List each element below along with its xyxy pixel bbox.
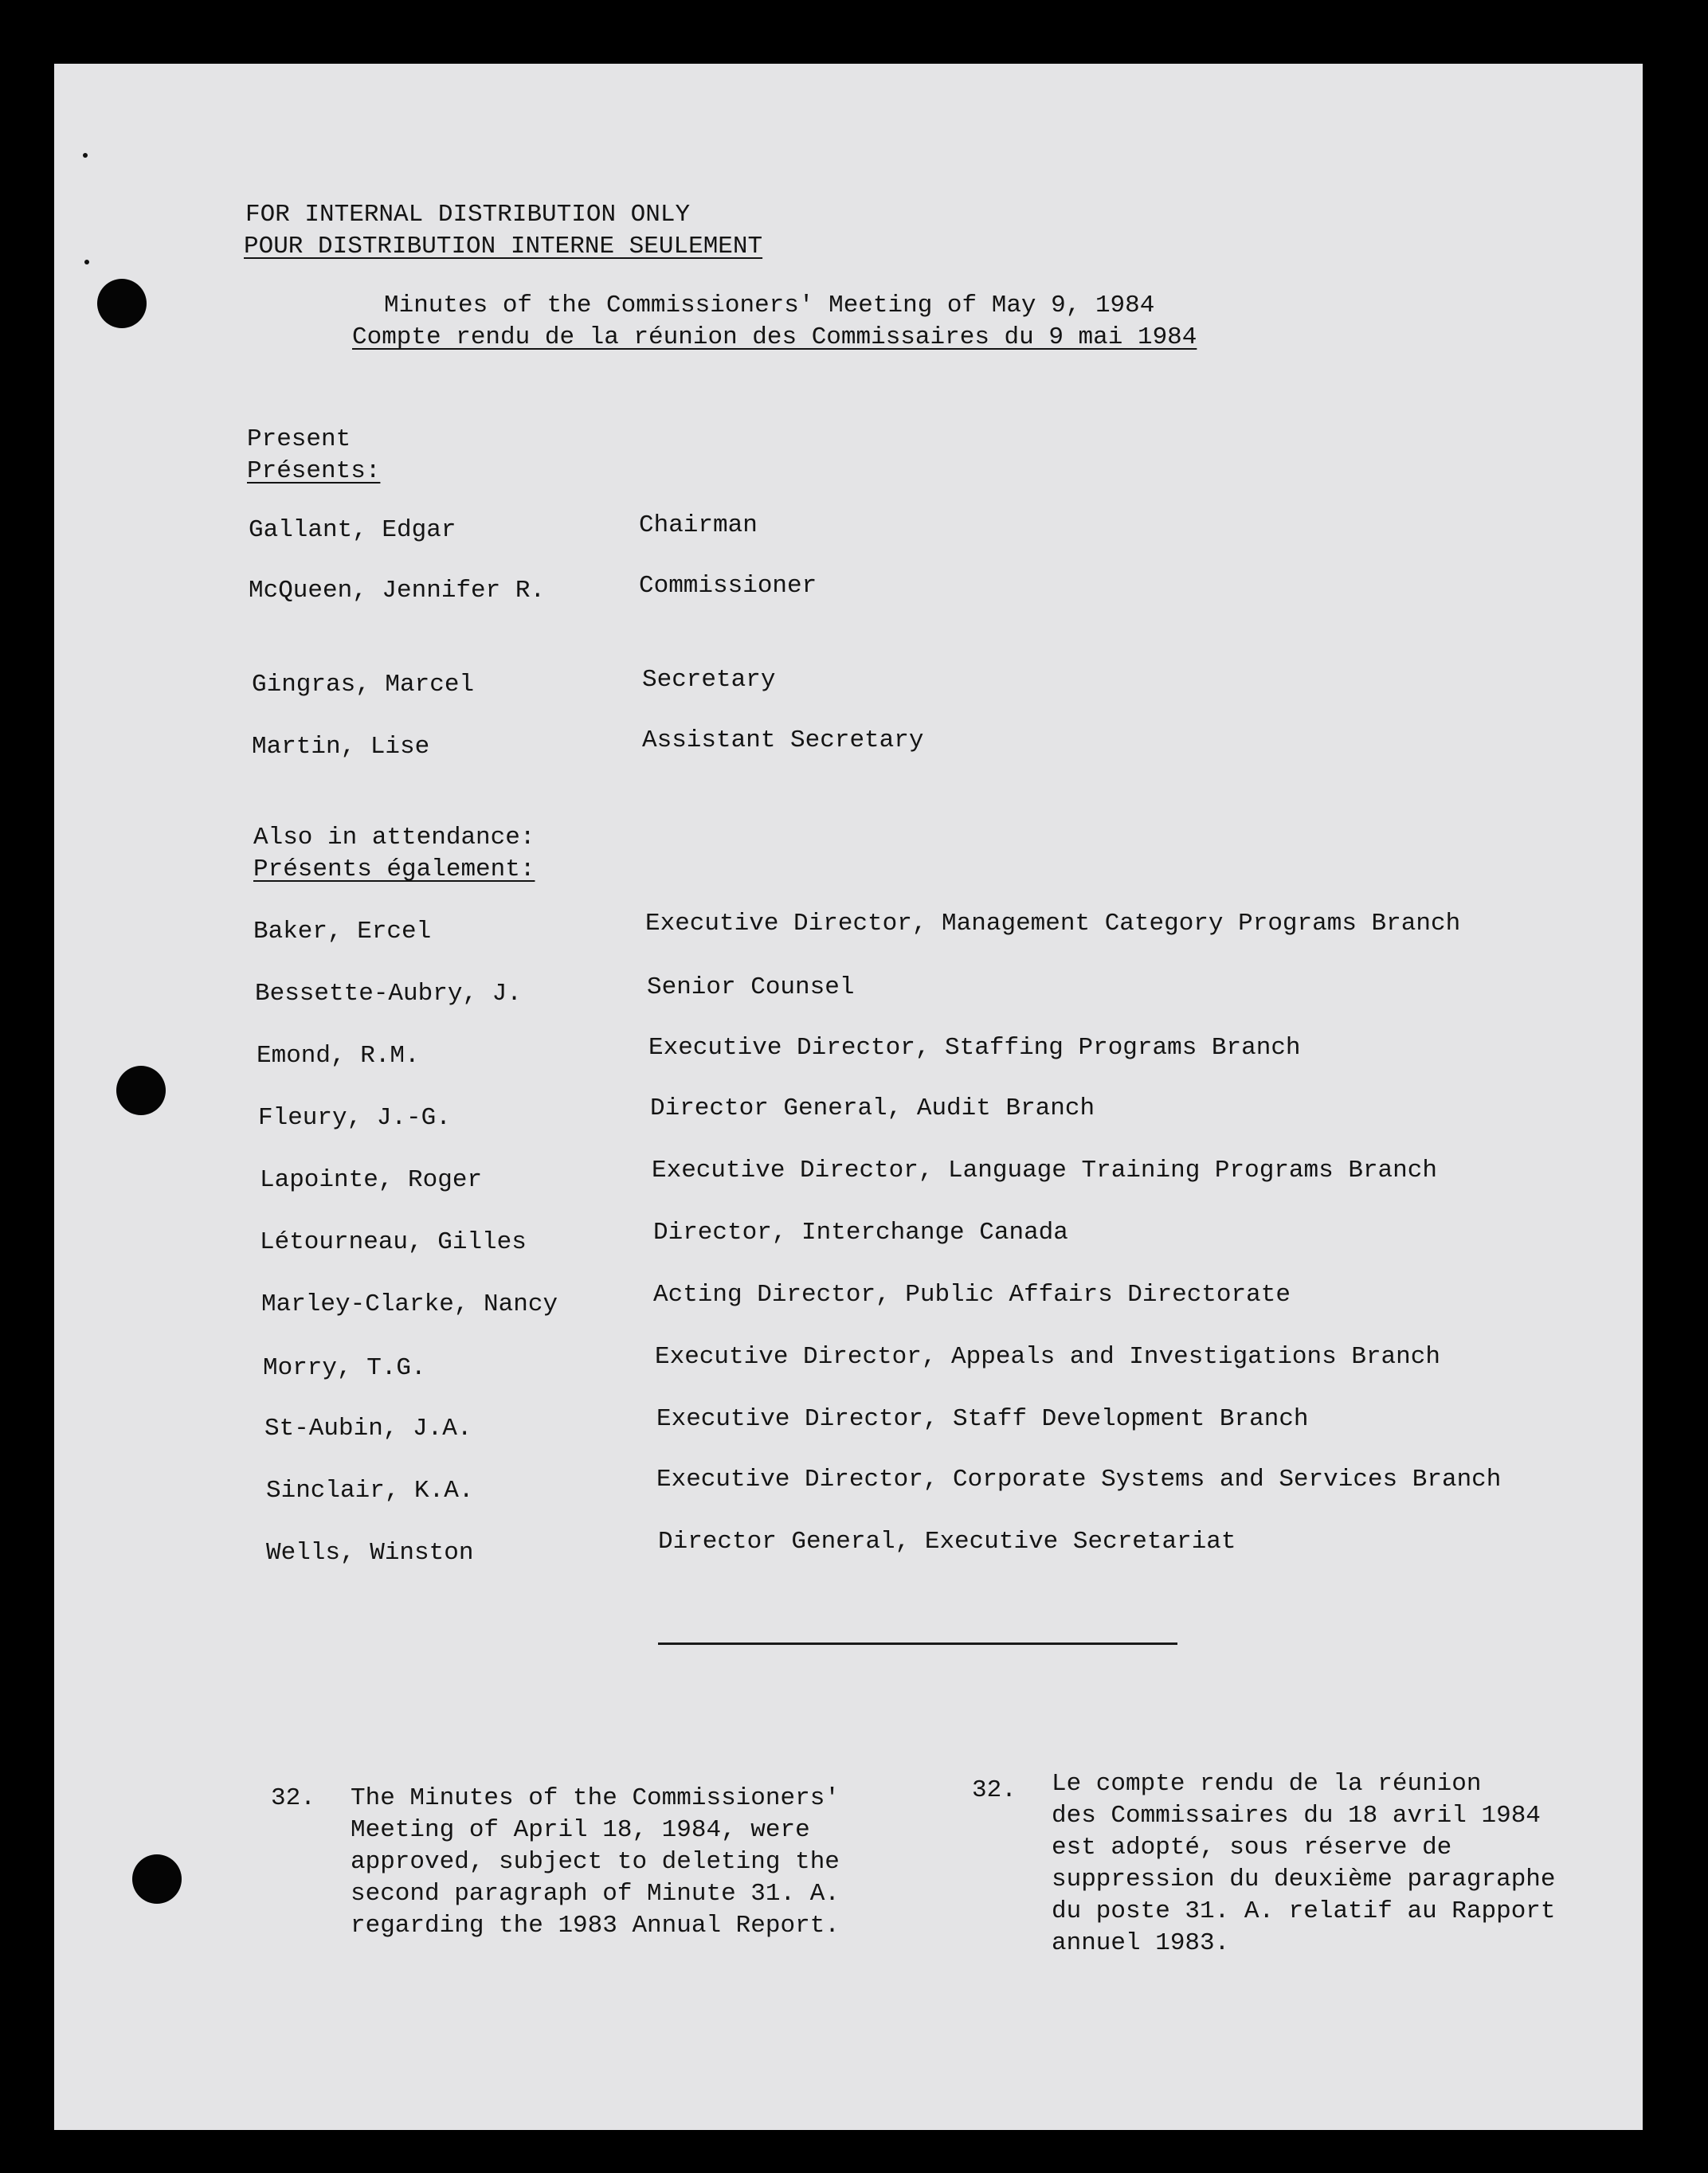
punch-hole-middle bbox=[116, 1066, 166, 1115]
attendee-name: St-Aubin, J.A. bbox=[264, 1415, 472, 1443]
attendee-role: Executive Director, Management Category Programs Branch bbox=[645, 910, 1461, 938]
minute-line: Meeting of April 18, 1984, were bbox=[351, 1816, 810, 1844]
attendance-heading-fr: Présents également: bbox=[253, 855, 535, 883]
attendee-role: Director General, Executive Secretariat bbox=[658, 1528, 1236, 1556]
minute-text-fr bbox=[1052, 1768, 1556, 1960]
attendee-role: Executive Director, Staff Development Branch bbox=[656, 1405, 1309, 1433]
present-name: McQueen, Jennifer R. bbox=[249, 577, 546, 605]
attendee-name: Baker, Ercel bbox=[253, 918, 432, 946]
attendee-role: Executive Director, Language Training Programs Branch bbox=[652, 1157, 1437, 1184]
present-heading-en: Present bbox=[247, 425, 351, 453]
attendee-name: Emond, R.M. bbox=[257, 1042, 420, 1070]
attendee-name: Wells, Winston bbox=[266, 1539, 474, 1567]
distribution-notice-en: FOR INTERNAL DISTRIBUTION ONLY bbox=[245, 201, 691, 229]
distribution-notice-fr: POUR DISTRIBUTION INTERNE SEULEMENT bbox=[244, 233, 763, 260]
present-role: Chairman bbox=[639, 511, 758, 539]
minute-number-en: 32. bbox=[271, 1784, 315, 1812]
present-name: Gallant, Edgar bbox=[249, 516, 456, 544]
minute-line: regarding the 1983 Annual Report. bbox=[351, 1912, 840, 1940]
present-role: Commissioner bbox=[639, 572, 817, 600]
attendee-role: Senior Counsel bbox=[647, 973, 855, 1001]
minute-line: annuel 1983. bbox=[1052, 1929, 1230, 1957]
minute-line: du poste 31. A. relatif au Rapport bbox=[1052, 1897, 1556, 1925]
document-page bbox=[54, 64, 1643, 2130]
minute-text-en bbox=[351, 1783, 840, 1942]
minute-line: Le compte rendu de la réunion bbox=[1052, 1770, 1482, 1798]
attendee-role: Director, Interchange Canada bbox=[653, 1219, 1068, 1247]
attendee-name: Morry, T.G. bbox=[263, 1354, 426, 1382]
present-role: Secretary bbox=[642, 666, 776, 694]
attendee-role: Director General, Audit Branch bbox=[650, 1094, 1095, 1122]
speck-mark bbox=[84, 260, 89, 264]
present-heading-fr: Présents: bbox=[247, 457, 381, 485]
present-role: Assistant Secretary bbox=[642, 726, 924, 754]
punch-hole-bottom bbox=[132, 1854, 182, 1904]
meeting-title-fr: Compte rendu de la réunion des Commissaires du 9 mai 1984 bbox=[352, 323, 1197, 351]
speck-mark bbox=[83, 153, 88, 158]
attendee-name: Sinclair, K.A. bbox=[266, 1477, 474, 1505]
attendee-name: Lapointe, Roger bbox=[260, 1166, 483, 1194]
attendee-name: Létourneau, Gilles bbox=[260, 1228, 527, 1256]
punch-hole-top bbox=[97, 279, 147, 328]
minute-number-fr: 32. bbox=[972, 1776, 1017, 1804]
minute-line: des Commissaires du 18 avril 1984 bbox=[1052, 1802, 1541, 1830]
meeting-title-en: Minutes of the Commissioners' Meeting of May 9, 1984 bbox=[384, 292, 1155, 319]
attendee-role: Executive Director, Corporate Systems and Services Branch bbox=[656, 1466, 1502, 1494]
minute-line: approved, subject to deleting the bbox=[351, 1848, 840, 1876]
attendee-name: Marley-Clarke, Nancy bbox=[261, 1290, 558, 1318]
attendee-name: Bessette-Aubry, J. bbox=[255, 980, 522, 1008]
present-name: Martin, Lise bbox=[252, 733, 430, 761]
attendance-heading-en: Also in attendance: bbox=[253, 824, 535, 852]
attendee-role: Executive Director, Appeals and Investigations Branch bbox=[655, 1343, 1440, 1371]
attendee-name: Fleury, J.-G. bbox=[258, 1104, 451, 1132]
minute-line: The Minutes of the Commissioners' bbox=[351, 1784, 840, 1812]
minute-line: suppression du deuxième paragraphe bbox=[1052, 1866, 1556, 1893]
section-separator bbox=[658, 1642, 1177, 1645]
attendee-role: Acting Director, Public Affairs Directorate bbox=[653, 1281, 1291, 1309]
present-name: Gingras, Marcel bbox=[252, 671, 475, 699]
minute-line: second paragraph of Minute 31. A. bbox=[351, 1880, 840, 1908]
minute-line: est adopté, sous réserve de bbox=[1052, 1834, 1452, 1862]
attendee-role: Executive Director, Staffing Programs Branch bbox=[648, 1034, 1301, 1062]
